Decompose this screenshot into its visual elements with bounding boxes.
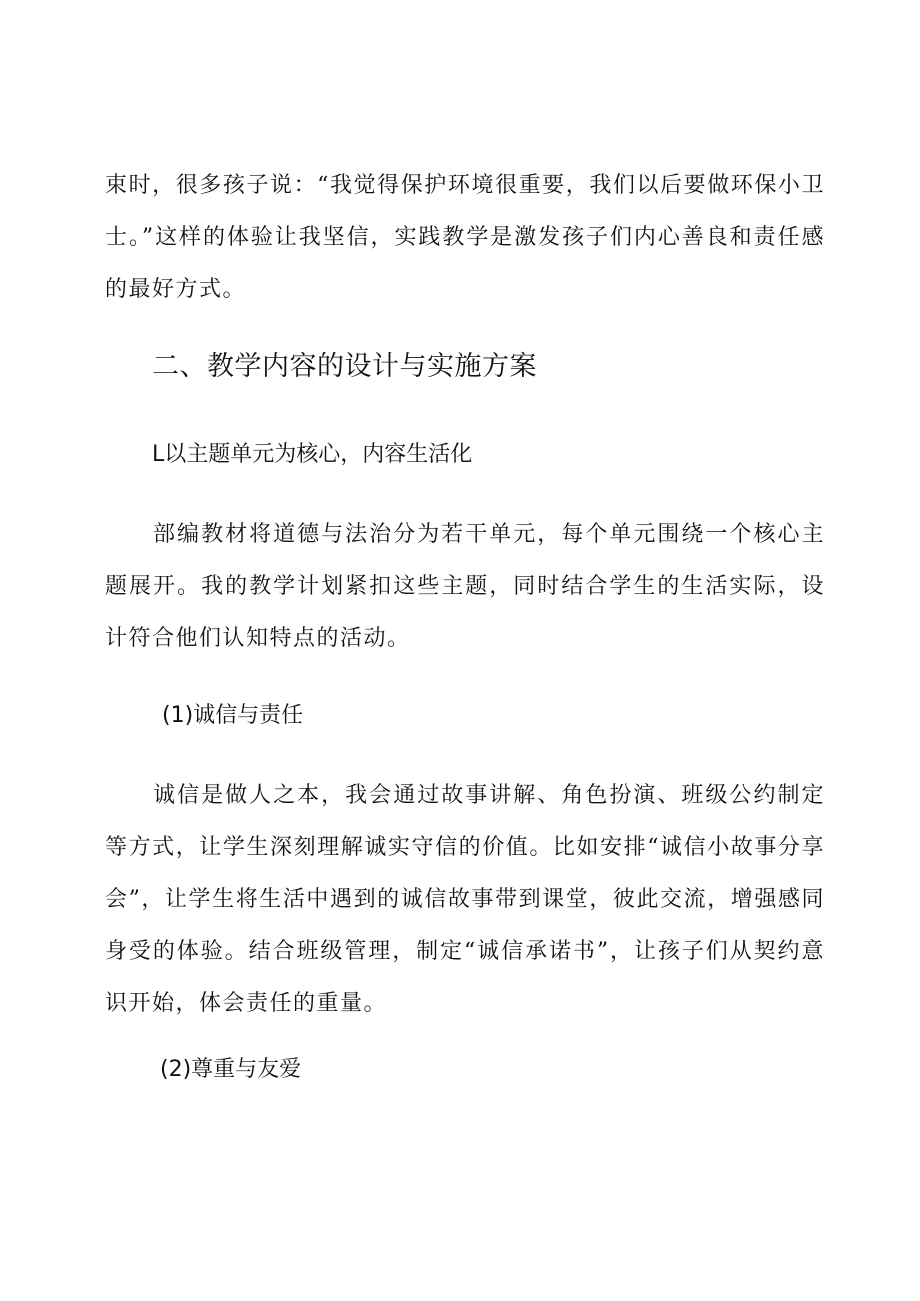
section-heading: 二、教学内容的设计与实施方案 — [152, 351, 537, 382]
item2-heading: (2)尊重与友爱 — [160, 1057, 302, 1082]
item1-paragraph: 诚信是做人之本，我会通过故事讲解、角色扮演、班级公约制定等方式，让学生深刻理解诚实守信的价值。比如安排“诚信小故事分享会”，让学生将生活中遇到的诚信故事带到课堂，彼此交流，增强感同身受的体验。结合班级管理，制定“诚信承诺书”，让孩子们从契约意识开始，体会责任的重量。 — [105, 783, 825, 1016]
subsection-paragraph: 部编教材将道德与法治分为若干单元，每个单元围绕一个核心主题展开。我的教学计划紧扣这些主题，同时结合学生的生活实际，设计符合他们认知特点的活动。 — [105, 522, 825, 651]
continuation-paragraph: 束时，很多孩子说：“我觉得保护环境很重要，我们以后要做环保小卫士。”这样的体验让我坚信，实践教学是激发孩子们内心善良和责任感的最好方式。 — [105, 173, 825, 302]
item1-heading: (1)诚信与责任 — [162, 703, 304, 728]
subsection-heading: L以主题单元为核心，内容生活化 — [152, 442, 473, 467]
